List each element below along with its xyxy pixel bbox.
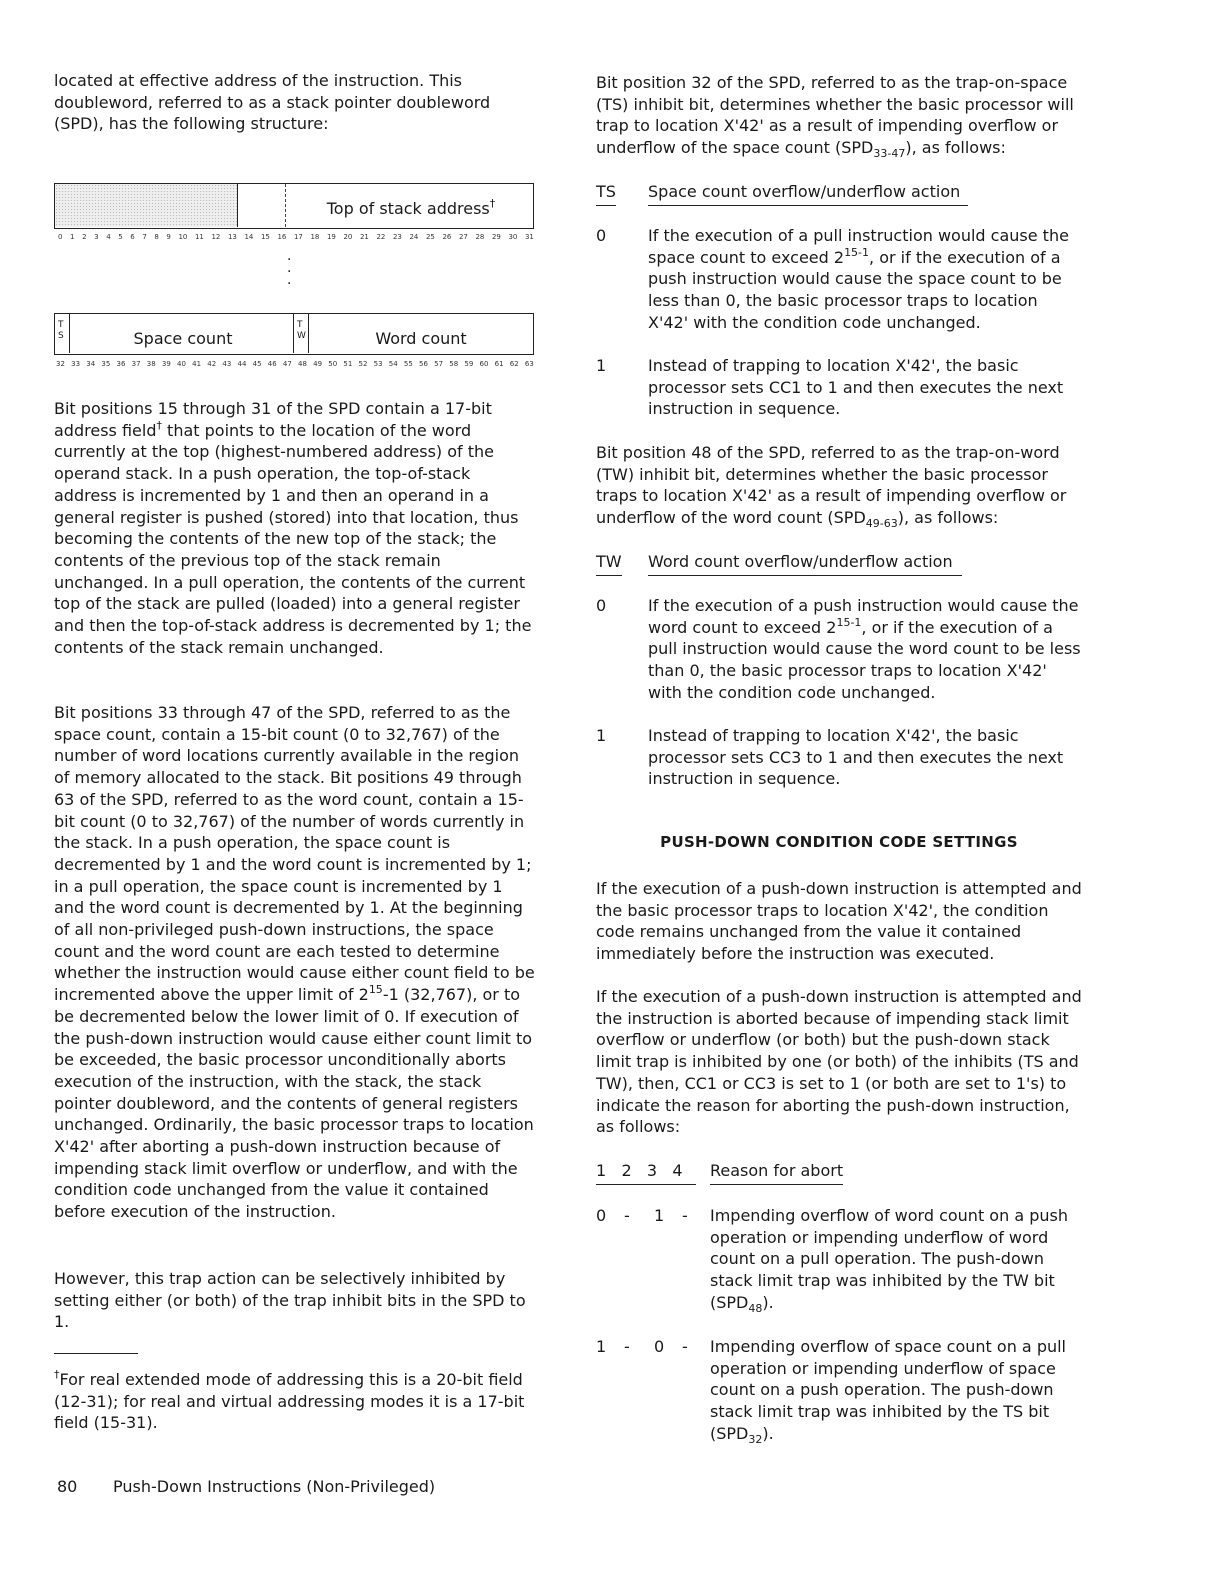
- abort-cc1: 1: [596, 1337, 607, 1356]
- abort-reason-text-a: Impending overflow of space count on a pull operation or impending underflow of space count on a push operation. The push-down stack limit trap was inhibited by the TS bit (SPD: [710, 1337, 1066, 1443]
- subscript: 49-63: [865, 517, 898, 531]
- bit-number: 36: [116, 360, 126, 368]
- para2-text-b: -1 (32,767), or to be decremented below the lower limit of 0. If execution of the push-down instruction would cause either count limit to be exceeded, the basic processor unconditionally aborts execution of the instruction, with the stack, the stack pointer doubleword, and the contents of general registers unchanged. Ordinarily, the basic processor traps to location X'42' after aborting a push-down instruction because of impending stack limit overflow or underflow, and with the condition code unchanged from the value it contained before execution of the instruction.: [54, 985, 534, 1222]
- top-of-stack-label: Top of stack address: [326, 199, 490, 218]
- footnote-text: For real extended mode of addressing this is a 20-bit field (12-31); for real and virtual addressing modes it is a 17-bit field (15-31).: [54, 1370, 525, 1433]
- bit-number: 18: [310, 233, 320, 241]
- bit-number: 3: [94, 233, 99, 241]
- abort-cc3: 1: [654, 1206, 665, 1225]
- bit-number: 56: [419, 360, 428, 368]
- ts-bit-field: [58, 320, 64, 342]
- abort-cc2: -: [624, 1206, 630, 1225]
- bit-number: 42: [207, 360, 217, 368]
- subscript: 33-47: [873, 147, 906, 161]
- bit-number: 60: [479, 360, 489, 368]
- tw-item-text-a: If the execution of a push instruction would cause the word count to exceed 2: [648, 596, 1079, 637]
- bit-number: 40: [177, 360, 186, 368]
- bit-number: 53: [373, 360, 383, 368]
- ts-item-code: 0: [596, 226, 607, 245]
- tw-item-code: 0: [596, 596, 607, 615]
- ts-item-text: [648, 225, 1082, 334]
- top-of-stack-paragraph: [54, 398, 537, 658]
- tw-item-code: 1: [596, 726, 607, 745]
- bit-number: 50: [328, 360, 338, 368]
- bit-numbers-32-63: [56, 354, 534, 376]
- abort-reason-text-a: Impending overflow of word count on a push operation or impending underflow of word count on a pull operation. The push-down stack limit trap was inhibited by the TW bit (SPD: [710, 1206, 1068, 1312]
- tw-bit-label-top: T: [297, 320, 303, 330]
- bit-number: 0: [58, 233, 63, 241]
- bit-number: 32: [56, 360, 65, 368]
- cc2-label: 2: [621, 1161, 632, 1180]
- ts-header-action: Space count overflow/underflow action: [648, 181, 968, 206]
- ts-item-text-a: If the execution of a pull instruction would cause the space count to exceed 2: [648, 226, 1069, 267]
- ts-item-text-b: , or if the execution of a push instruction would cause the space count to be less than 0, the basic processor traps to location X'42' with the condition code unchanged.: [648, 247, 1062, 332]
- footnote-dagger: †: [156, 418, 162, 432]
- tw-intro-text-a: Bit position 48 of the SPD, referred to as the trap-on-word (TW) inhibit bit, determines whether the basic processor traps to location X'42' as a result of impending overflow or underflow of the word count (SPD: [596, 443, 1067, 528]
- bit-divider: [308, 314, 309, 353]
- footnote-rule: [54, 1353, 138, 1354]
- running-title: Push-Down Instructions (Non-Privileged): [113, 1477, 436, 1496]
- bit-number: 63: [524, 360, 534, 368]
- tw-header-code: TW: [596, 551, 622, 576]
- bit-number: 7: [142, 233, 147, 241]
- footnote-mark: †: [54, 1368, 60, 1381]
- abort-reason-text-b: ).: [762, 1423, 774, 1443]
- bit-number: 21: [359, 233, 369, 241]
- abort-header-cc: [596, 1160, 696, 1185]
- ts-bit-label-top: T: [58, 320, 64, 330]
- bit-number: 15: [260, 233, 270, 241]
- tw-bit-field: [297, 320, 306, 342]
- ts-item-text: Instead of trapping to location X'42', the basic processor sets CC1 to 1 and then executes the next instruction in sequence.: [648, 356, 1064, 419]
- tw-bit-label-bottom: W: [297, 331, 306, 341]
- bit-divider: [69, 314, 70, 353]
- bit-number: 41: [192, 360, 202, 368]
- bit-number: 2: [82, 233, 87, 241]
- subscript: 48: [748, 1301, 763, 1315]
- bit-number: 34: [86, 360, 96, 368]
- bit-number: 14: [244, 233, 254, 241]
- bit-number: 17: [293, 233, 303, 241]
- section-title: PUSH-DOWN CONDITION CODE SETTINGS: [660, 833, 1018, 851]
- exponent: 15-1: [836, 615, 862, 629]
- bit-number: 28: [475, 233, 485, 241]
- ts-header-code: TS: [596, 181, 616, 206]
- bit-number: 51: [343, 360, 353, 368]
- bit-number: 20: [343, 233, 353, 241]
- para2-text-a: Bit positions 33 through 47 of the SPD, referred to as the space count, contain a 15-bit count (0 to 32,767) of the number of word locations currently available in the region of memory allocated to the stack. Bit positions 49 through 63 of the SPD, referred to as the word count, contain a 15-bit count (0 to 32,767) of the number of words currently in the stack. In a push operation, the space count is decremented by 1 and the word count is incremented by 1; in a pull operation, the space count is incremented by 1 and the word count is decremented by 1. At the beginning of all non-privileged push-down instructions, the space count and the word count are each tested to determine whether the instruction would cause either count field to be incremented above the upper limit of 2: [54, 703, 535, 1005]
- bit-number: 9: [166, 233, 171, 241]
- tw-header-action: Word count overflow/underflow action: [648, 551, 962, 576]
- bit-number: 35: [101, 360, 111, 368]
- bit-number: 6: [130, 233, 135, 241]
- word-count-field: Word count: [375, 329, 467, 348]
- bit-number: 54: [388, 360, 398, 368]
- continuation-dots: · · ·: [287, 252, 292, 292]
- bit-number: 8: [154, 233, 159, 241]
- bit-number: 19: [326, 233, 336, 241]
- para1-text-b: that points to the location of the word currently at the top (highest-numbered address) of the operand stack. In a push operation, the top-of-stack address is incremented by 1 and then an operand in a general register is pushed (stored) into that location, thus becoming the contents of the new top of the stack; the contents of the previous top of the stack remain unchanged. In a pull operation, the contents of the current top of the stack are pulled (loaded) into a general register and then the top-of-stack address is decremented by 1; the contents of the stack remain unchanged.: [54, 420, 532, 657]
- bit-number: 22: [376, 233, 386, 241]
- ts-intro-text-a: Bit position 32 of the SPD, referred to as the trap-on-space (TS) inhibit bit, determines whether the basic processor will trap to location X'42' as a result of impending overflow or underflow of the space count (SPD: [596, 73, 1074, 158]
- bit-number: 30: [508, 233, 518, 241]
- subscript: 32: [748, 1432, 763, 1446]
- exponent: 15-1: [844, 245, 870, 259]
- bit-numbers-0-31: [58, 227, 534, 249]
- page-number: 80: [57, 1477, 78, 1496]
- bit-number: 43: [222, 360, 232, 368]
- bit-number: 24: [409, 233, 419, 241]
- abort-cc2: -: [624, 1337, 630, 1356]
- abort-reason: [710, 1205, 1082, 1320]
- abort-reason: [710, 1336, 1082, 1451]
- bit-number: 23: [392, 233, 402, 241]
- reserved-bits-shading: [55, 184, 238, 227]
- abort-reason-text-b: ).: [762, 1292, 774, 1312]
- footnote: [54, 1369, 537, 1434]
- bit-number: 44: [237, 360, 247, 368]
- bit-number: 59: [464, 360, 474, 368]
- ts-intro-text-b: ), as follows:: [905, 138, 1006, 158]
- tw-intro-text-b: ), as follows:: [897, 508, 999, 528]
- bit-number: 58: [449, 360, 459, 368]
- abort-cc4: -: [682, 1206, 688, 1225]
- cc3-label: 3: [646, 1161, 658, 1180]
- bit-number: 10: [178, 233, 188, 241]
- footnote-dagger: †: [489, 197, 496, 210]
- exponent: 15: [368, 983, 383, 997]
- ts-bit-label-bottom: S: [58, 331, 64, 341]
- tw-item-text: Instead of trapping to location X'42', the basic processor sets CC3 to 1 and then executes the next instruction in sequence.: [648, 726, 1064, 789]
- abort-cc3: 0: [654, 1337, 665, 1356]
- bit-number: 5: [118, 233, 123, 241]
- bit-number: 26: [442, 233, 452, 241]
- bit-number: 25: [425, 233, 435, 241]
- bit-number: 16: [277, 233, 287, 241]
- bit-number: 13: [227, 233, 237, 241]
- bit-number: 29: [491, 233, 501, 241]
- bit-number: 48: [298, 360, 307, 368]
- cc4-label: 4: [672, 1161, 683, 1180]
- bit-number: 31: [524, 233, 534, 241]
- cc1-label: 1: [596, 1161, 607, 1180]
- tw-item-text-b: , or if the execution of a pull instruction would cause the word count to be less than 0, the basic processor traps to location X'42' with the condition code unchanged.: [648, 617, 1081, 702]
- bit-number: 57: [434, 360, 444, 368]
- bit-divider: [285, 184, 286, 227]
- tw-intro-paragraph: [596, 442, 1082, 535]
- para1-text-a: Bit positions 15 through 31 of the SPD contain a 17-bit address field: [54, 399, 492, 440]
- bit-number: 39: [161, 360, 171, 368]
- ts-item-code: 1: [596, 356, 607, 375]
- bit-number: 46: [267, 360, 277, 368]
- bit-number: 49: [313, 360, 323, 368]
- bit-number: 27: [458, 233, 468, 241]
- abort-header-reason: Reason for abort: [710, 1160, 843, 1185]
- bit-number: 61: [494, 360, 504, 368]
- spd-word0-register: [54, 183, 534, 229]
- abort-cc1: 0: [596, 1206, 607, 1225]
- bit-number: 47: [282, 360, 292, 368]
- bit-number: 37: [131, 360, 141, 368]
- cc-paragraph-1: If the execution of a push-down instruction is attempted and the basic processor traps to location X'42', the condition code remains unchanged from the value it contained immediately before the instruction was executed.: [596, 879, 1082, 964]
- bit-number: 4: [106, 233, 111, 241]
- tw-item-text: [648, 595, 1082, 704]
- bit-number: 55: [403, 360, 413, 368]
- bit-number: 45: [252, 360, 262, 368]
- space-count-field: Space count: [133, 329, 233, 348]
- bit-number: 62: [509, 360, 519, 368]
- intro-paragraph: located at effective address of the instruction. This doubleword, referred to as a stack pointer doubleword (SPD), has the following structure:: [54, 71, 491, 134]
- counts-paragraph: [54, 702, 537, 1223]
- ts-intro-paragraph: [596, 72, 1082, 165]
- spd-word1-register: [54, 313, 534, 355]
- bit-number: 38: [146, 360, 156, 368]
- bit-divider: [293, 314, 294, 353]
- bit-number: 1: [70, 233, 75, 241]
- abort-cc4: -: [682, 1337, 688, 1356]
- bit-number: 12: [211, 233, 221, 241]
- bit-number: 11: [194, 233, 204, 241]
- inhibit-paragraph: However, this trap action can be selectively inhibited by setting either (or both) of the trap inhibit bits in the SPD to 1.: [54, 1269, 526, 1332]
- top-of-stack-field: [291, 198, 531, 220]
- bit-number: 52: [358, 360, 368, 368]
- bit-number: 33: [71, 360, 81, 368]
- cc-paragraph-2: If the execution of a push-down instruction is attempted and the instruction is aborted because of impending stack limit overflow or underflow (or both) but the push-down stack limit trap is inhibited by one (or both) of the inhibits (TS and TW), then, CC1 or CC3 is set to 1 (or both are set to 1's) to indicate the reason for aborting the push-down instruction, as follows:: [596, 987, 1082, 1137]
